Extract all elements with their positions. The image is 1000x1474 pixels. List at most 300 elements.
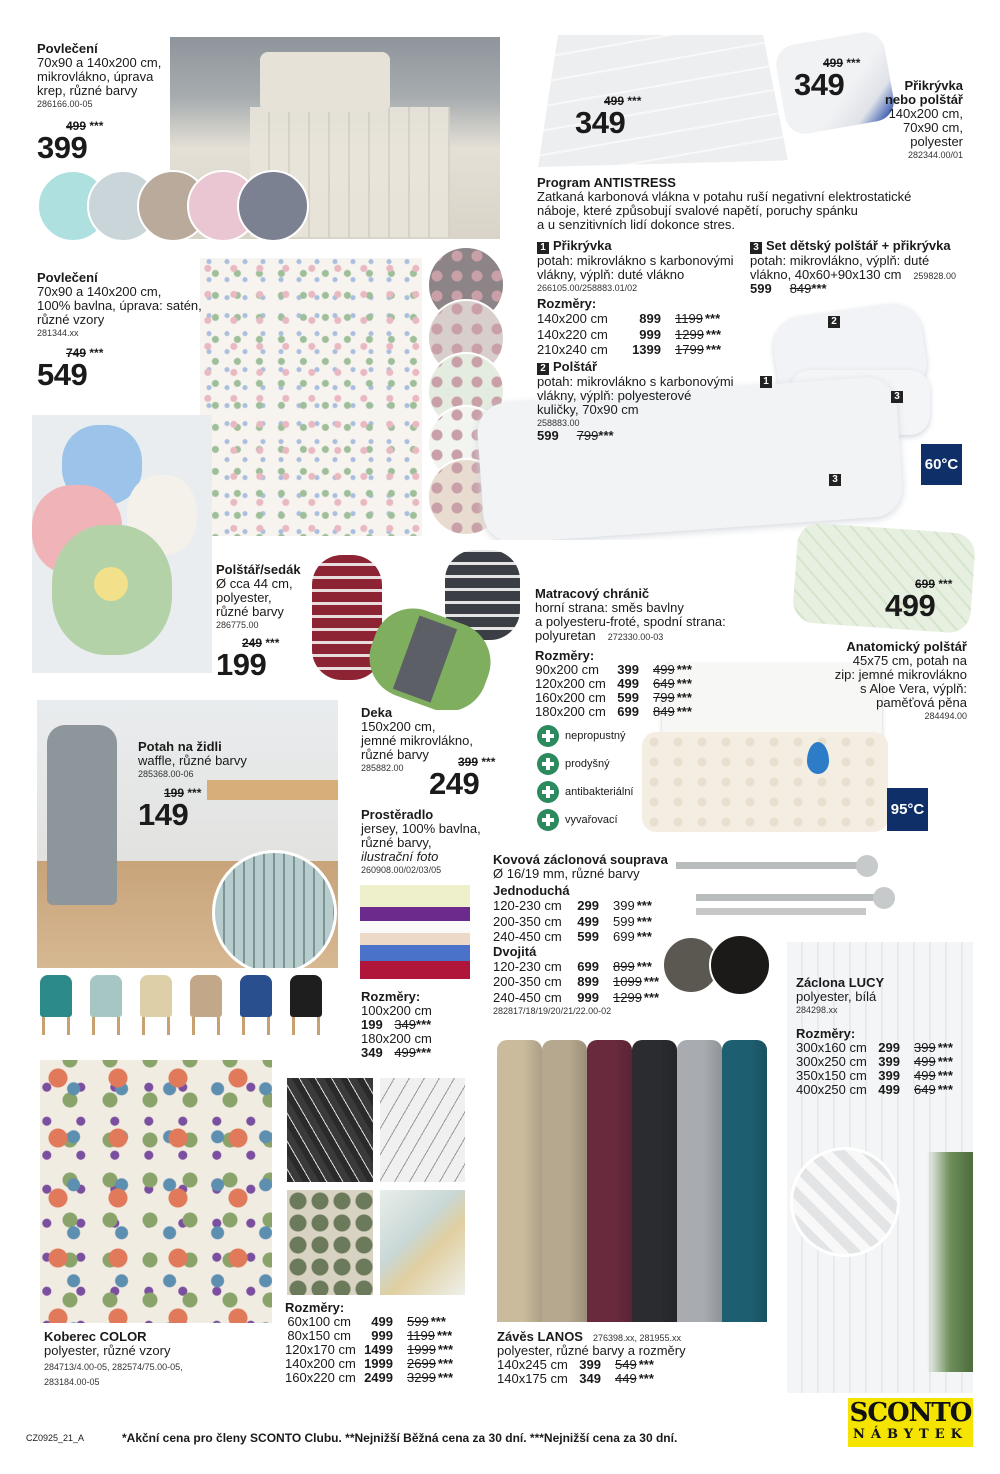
size: 120-230 cm <box>493 898 562 913</box>
dims-label: Rozměry: <box>796 1026 856 1041</box>
price: 699 <box>617 704 639 719</box>
chair-legs <box>292 1017 320 1035</box>
feature-item <box>537 806 634 834</box>
size: 140x175 cm <box>497 1371 568 1386</box>
product-povleceni-krep <box>37 42 161 110</box>
size: 160x220 cm <box>285 1370 356 1385</box>
old-price: 499 *** <box>604 94 642 108</box>
stars: *** <box>643 974 660 989</box>
item-tag: 1 <box>760 376 772 388</box>
size: 120x170 cm <box>285 1342 356 1357</box>
product-desc: polyester <box>910 134 963 149</box>
old-price: 499 <box>914 1068 936 1083</box>
size: 240-450 cm <box>493 929 562 944</box>
price: 499 <box>885 588 936 623</box>
size: 350x150 cm <box>796 1068 867 1083</box>
product-povleceni-saten <box>37 271 202 339</box>
koberec-sizes <box>285 1301 453 1385</box>
product-desc: 70x90 a 140x200 cm, <box>37 284 162 299</box>
price: 899 <box>639 311 661 326</box>
variant-label: Dvojitá <box>493 943 537 959</box>
floral-rug-photo <box>40 1060 272 1323</box>
price: 199 <box>216 647 267 682</box>
size: 100x200 cm <box>361 1003 432 1018</box>
wash-temp-badge: 60°C <box>921 444 962 485</box>
table-row <box>497 1372 686 1386</box>
chair-legs <box>42 1017 70 1035</box>
stars: *** <box>416 1017 432 1032</box>
table-row <box>493 929 668 945</box>
product-desc: potah: mikrovlákno s karbonovými <box>537 374 734 389</box>
price: 149 <box>138 797 189 832</box>
stars: *** <box>437 1342 454 1357</box>
price: 349 <box>361 1045 383 1060</box>
blanket-rolls-photo <box>310 550 525 710</box>
product-prosteradlo <box>361 808 481 876</box>
stars: *** <box>937 1082 953 1097</box>
size: 400x250 cm <box>796 1082 867 1097</box>
product-title: Přikrývka <box>904 78 963 93</box>
size-price-table <box>493 898 668 945</box>
old-price: 399 <box>613 898 635 913</box>
plus-icon <box>537 753 559 775</box>
product-desc: jersey, 100% bavlna, <box>361 821 481 836</box>
size: 210x240 cm <box>537 342 608 357</box>
stars: *** <box>705 342 722 357</box>
price: 999 <box>639 326 661 342</box>
feature-list <box>537 722 634 834</box>
old-price: 699 *** <box>915 577 953 591</box>
price: 299 <box>878 1040 900 1055</box>
price: 399 <box>579 1357 601 1372</box>
sconto-logo[interactable] <box>848 1398 973 1447</box>
stars: *** <box>937 1040 953 1055</box>
price: 999 <box>577 989 599 1005</box>
product-desc: vlákny, výplň: polyesterové <box>537 388 692 403</box>
dims-label: Rozměry: <box>537 296 597 311</box>
product-desc: krep, různé barvy <box>37 83 138 98</box>
product-desc: polyester, bílá <box>796 989 877 1004</box>
table-row <box>285 1357 453 1371</box>
stars: *** <box>437 1356 454 1371</box>
product-title: Potah na židli <box>138 739 222 754</box>
old-price: 749 *** <box>66 346 104 360</box>
product-desc: horní strana: směs bavlny <box>535 600 684 615</box>
curtain-panel <box>677 1040 722 1322</box>
product-code: 285368.00-06 <box>138 769 194 779</box>
old-price: 1999 <box>407 1342 436 1357</box>
stars: *** <box>937 1068 953 1083</box>
product-code: 281344.xx <box>37 328 79 338</box>
stars: *** <box>811 281 827 296</box>
price: 549 <box>37 357 88 392</box>
table-row <box>493 990 668 1006</box>
size: 300x160 cm <box>796 1040 867 1055</box>
feature-label: vyvařovací <box>565 814 618 826</box>
stars: *** <box>636 929 652 944</box>
item-number: 3 <box>750 242 762 254</box>
product-desc: Ø cca 44 cm, <box>216 576 293 591</box>
price: 499 <box>577 913 599 929</box>
table-row <box>796 1041 953 1055</box>
product-desc: 45x75 cm, potah na <box>852 653 967 668</box>
product-title: Matracový chránič <box>535 586 650 601</box>
size: 140x200 cm <box>537 311 608 326</box>
table-row <box>535 677 726 691</box>
table-row <box>285 1371 453 1385</box>
product-code: 285882.00 <box>361 763 404 773</box>
product-code: 286775.00 <box>216 620 259 630</box>
item-tag: 3 <box>891 391 903 403</box>
product-desc: vlákny, výplň: duté vlákno <box>537 267 685 282</box>
chair-legs <box>92 1017 120 1035</box>
table-row <box>537 311 734 327</box>
floral-bedding-photo <box>200 258 422 536</box>
product-matracovy-chranic <box>535 587 726 719</box>
price: 399 <box>878 1068 900 1083</box>
old-price: 799 <box>576 428 599 443</box>
old-price: 649 <box>653 676 675 691</box>
table-row <box>493 959 668 975</box>
price: 599 <box>617 690 639 705</box>
feature-label: antibakteriální <box>565 786 634 798</box>
flower-pillow-photo <box>32 415 212 673</box>
chair-variant <box>140 975 172 1017</box>
size: 200-350 cm <box>493 913 562 929</box>
size-price-table <box>497 1358 686 1386</box>
price-footnote: *Akční cena pro členy SCONTO Clubu. **Nejnižší Běžná cena za 30 dní. ***Nejnižší cena za 30 dní. <box>122 1431 678 1445</box>
product-zaclonova-souprava <box>493 853 668 1017</box>
price: 1499 <box>364 1342 393 1357</box>
product-desc: jemné mikrovlákno, <box>361 733 473 748</box>
stars: *** <box>676 704 692 719</box>
section-desc: Zatkaná karbonová vlákna v potahu ruší negativní elektrostatické <box>537 189 912 204</box>
product-title: Anatomický polštář <box>846 639 967 654</box>
product-code: 286166.00-05 <box>37 99 93 109</box>
old-price: 499 *** <box>66 119 104 133</box>
old-price: 1299 <box>613 989 642 1005</box>
table-row <box>497 1358 686 1372</box>
product-desc: mikrovlákno, úprava <box>37 69 154 84</box>
product-code: 282344.00/01 <box>907 150 963 160</box>
product-desc: kuličky, 70x90 cm <box>537 402 639 417</box>
antistress-polstar <box>537 360 734 443</box>
size: 90x200 cm <box>535 662 599 677</box>
feature-item <box>537 722 634 750</box>
product-code: 282817/18/19/20/21/22.00-02 <box>493 1006 612 1016</box>
price: 299 <box>577 898 599 913</box>
size: 140x220 cm <box>537 326 608 342</box>
stars: *** <box>430 1314 446 1329</box>
product-desc: zip: jemné mikrovlákno <box>834 667 967 682</box>
section-desc: náboje, které způsobují svalové napětí, poruchy spánku <box>537 203 858 218</box>
price: 499 <box>617 676 639 691</box>
product-title: Deka <box>361 705 393 720</box>
product-desc: různé barvy <box>361 747 429 762</box>
chair-variant <box>190 975 222 1017</box>
stars: *** <box>638 1357 654 1372</box>
product-desc: různé barvy, <box>361 835 432 850</box>
feature-label: prodyšný <box>565 758 610 770</box>
product-note: ilustrační foto <box>361 849 439 864</box>
item-tag: 3 <box>829 474 841 486</box>
size: 240-450 cm <box>493 989 562 1005</box>
dims-label: Rozměry: <box>285 1300 345 1315</box>
table-row <box>535 705 726 719</box>
rug-variant-white-marble <box>380 1078 465 1182</box>
table-row <box>796 1069 953 1083</box>
curtain-panel <box>587 1040 632 1322</box>
stars: *** <box>416 1045 432 1060</box>
table-row <box>285 1329 453 1343</box>
curtain-panel <box>632 1040 677 1322</box>
chair-legs <box>192 1017 220 1035</box>
price: 1399 <box>632 342 661 357</box>
sheets-stack-photo <box>360 885 470 985</box>
antistress-set <box>750 239 956 296</box>
plus-icon <box>537 725 559 747</box>
product-title: Polštář/sedák <box>216 562 301 577</box>
product-koberec-color <box>44 1330 183 1390</box>
price: 499 <box>371 1314 393 1329</box>
curtain-panel <box>542 1040 587 1322</box>
stars: *** <box>937 1054 953 1069</box>
size: 140x200 cm <box>285 1356 356 1371</box>
size: 180x200 cm <box>361 1031 432 1046</box>
product-desc: Ø 16/19 mm, různé barvy <box>493 866 640 881</box>
item-tag: 2 <box>828 316 840 328</box>
price: 2499 <box>364 1370 393 1385</box>
product-title: Záclona LUCY <box>796 975 885 990</box>
table-row <box>535 691 726 705</box>
old-price: 499 <box>394 1045 417 1060</box>
size: 300x250 cm <box>796 1054 867 1069</box>
old-price: 3299 <box>407 1370 436 1385</box>
section-desc: a u senzitivních lidí dokonce stres. <box>537 217 735 232</box>
old-price: 549 <box>615 1357 637 1372</box>
product-desc: polyester, <box>216 590 272 605</box>
feature-item <box>537 750 634 778</box>
section-title: Program ANTISTRESS <box>537 175 676 190</box>
rug-variant-leaves <box>287 1190 373 1295</box>
chair-variant <box>90 975 122 1017</box>
size: 140x245 cm <box>497 1357 568 1372</box>
price: 399 <box>37 130 88 165</box>
rug-variant-black-marble <box>287 1078 373 1182</box>
table-row <box>796 1055 953 1069</box>
variant-label: Jednoduchá <box>493 883 570 898</box>
size-price-table <box>285 1315 453 1385</box>
product-title: Přikrývka <box>553 238 612 253</box>
size: 80x150 cm <box>287 1328 351 1343</box>
product-anatomicky-polstar <box>835 640 967 722</box>
old-price: 1299 <box>675 326 704 342</box>
product-title: Set dětský polštář + přikrývka <box>766 238 951 253</box>
product-code: 260908.00/02/03/05 <box>361 865 442 875</box>
logo-text: SCONTO <box>849 1398 972 1428</box>
product-desc: potah: mikrovlákno s karbonovými <box>537 253 734 268</box>
product-title: Prostěradlo <box>361 807 434 822</box>
product-title: Závěs LANOS <box>497 1329 583 1344</box>
rug-variant-gold-marble <box>380 1190 465 1295</box>
table-row <box>537 342 734 358</box>
stars: *** <box>705 326 722 342</box>
old-price: 599 <box>613 913 635 929</box>
price: 399 <box>878 1054 900 1069</box>
price: 199 <box>361 1017 383 1032</box>
old-price: 899 <box>613 958 635 974</box>
old-price: 449 <box>615 1371 637 1386</box>
size: 120x200 cm <box>535 676 606 691</box>
product-title: Polštář <box>553 359 598 374</box>
product-title: nebo polštář <box>884 92 963 107</box>
size: 200-350 cm <box>493 974 562 989</box>
stars: *** <box>638 1371 654 1386</box>
table-row <box>796 1083 953 1097</box>
price: 599 <box>577 929 599 944</box>
stars: *** <box>436 1328 453 1343</box>
product-code: 259828.00 <box>913 271 956 281</box>
logo-subtext: NÁBYTEK <box>853 1427 968 1442</box>
old-price: 599 <box>407 1314 429 1329</box>
product-code: 276398.xx, 281955.xx <box>592 1333 682 1343</box>
old-price: 849 <box>789 281 812 296</box>
old-price: 399 <box>914 1040 936 1055</box>
color-swatch <box>237 170 309 242</box>
product-desc: polyuretan <box>535 628 596 643</box>
stars: *** <box>676 690 692 705</box>
chair-legs <box>142 1017 170 1035</box>
plus-icon <box>537 781 559 803</box>
curtain-panel <box>497 1040 542 1322</box>
price: 899 <box>577 974 599 989</box>
old-price: 849 <box>653 704 675 719</box>
price: 599 <box>750 281 772 296</box>
product-desc: různé barvy <box>216 604 284 619</box>
stars: *** <box>704 311 721 326</box>
product-desc: polyester, různé barvy a rozměry <box>497 1343 686 1358</box>
old-price: 249 *** <box>242 636 280 650</box>
duvet-photo <box>538 35 788 167</box>
size: 160x200 cm <box>535 690 606 705</box>
old-price: 499 <box>914 1054 936 1069</box>
item-number: 1 <box>537 242 549 254</box>
old-price: 1099 <box>613 974 642 989</box>
chair-variant <box>240 975 272 1017</box>
product-desc: 140x200 cm, <box>888 106 963 121</box>
product-deka <box>361 706 473 774</box>
old-price: 699 <box>613 929 635 944</box>
product-code: 284494.00 <box>924 711 967 721</box>
product-zaves-lanos <box>497 1330 686 1386</box>
stars: *** <box>676 662 692 677</box>
curtain-rod-photo <box>676 852 911 932</box>
size-price-table <box>537 311 734 358</box>
product-code: 272330.00-03 <box>607 632 664 642</box>
dims-label: Rozměry: <box>535 648 595 663</box>
price: 249 <box>429 766 480 801</box>
wash-temp-badge: 95°C <box>887 788 928 831</box>
price: 1999 <box>364 1356 393 1371</box>
table-row <box>285 1315 453 1329</box>
chair-variant <box>40 975 72 1017</box>
size: 60x100 cm <box>287 1314 351 1329</box>
stars: *** <box>437 1370 454 1385</box>
chair-legs <box>242 1017 270 1035</box>
table-row <box>537 327 734 343</box>
size: 120-230 cm <box>493 958 562 974</box>
dims-label: Rozměry: <box>361 989 421 1004</box>
product-desc: waffle, různé barvy <box>138 753 247 768</box>
product-desc: 150x200 cm, <box>361 719 436 734</box>
price: 599 <box>537 428 559 443</box>
price: 699 <box>577 958 599 974</box>
product-desc: 70x90 cm, <box>903 120 963 135</box>
product-desc: potah: mikrovlákno, výplň: duté <box>750 253 930 268</box>
product-desc: 70x90 a 140x200 cm, <box>37 55 162 70</box>
product-zaclona-lucy <box>796 976 953 1097</box>
price: 399 <box>617 662 639 677</box>
plus-icon <box>537 809 559 831</box>
product-desc: 100% bavlna, úprava: satén, <box>37 298 202 313</box>
antistress-prikryvka <box>537 239 734 358</box>
table-row <box>285 1343 453 1357</box>
old-price: 799 <box>653 690 675 705</box>
prosteradlo-sizes <box>361 990 432 1060</box>
product-title: Povlečení <box>37 270 98 285</box>
product-code: 283184.00-05 <box>44 1377 100 1387</box>
table-row <box>493 898 668 914</box>
product-title: Povlečení <box>37 41 98 56</box>
stars: *** <box>636 913 652 929</box>
chair-variant <box>290 975 322 1017</box>
old-price: 1199 <box>407 1328 435 1343</box>
table-row <box>535 663 726 677</box>
feature-label: nepropustný <box>565 730 626 742</box>
antistress-intro <box>537 176 911 232</box>
product-polstar-sedak <box>216 563 301 631</box>
product-desc: polyester, různé vzory <box>44 1343 171 1358</box>
price: 499 <box>878 1082 900 1097</box>
product-desc: vlákno, 40x60+90x130 cm <box>750 267 902 282</box>
old-price: 349 <box>394 1017 417 1032</box>
old-price: 1799 <box>675 342 704 357</box>
size-price-table <box>796 1041 953 1097</box>
product-desc: paměťová pěna <box>876 695 967 710</box>
feature-item <box>537 778 634 806</box>
old-price: 2699 <box>407 1356 436 1371</box>
product-code: 266105.00/258883.01/02 <box>537 283 638 293</box>
size-price-table <box>493 959 668 1006</box>
product-title: Koberec COLOR <box>44 1329 147 1344</box>
stars: *** <box>636 958 652 974</box>
product-desc: a polyesteru-froté, spodní strana: <box>535 614 726 629</box>
stars: *** <box>676 676 692 691</box>
old-price: 649 <box>914 1082 936 1097</box>
product-desc: různé vzory <box>37 312 105 327</box>
stars: *** <box>636 898 652 913</box>
product-code: 258883.00 <box>537 418 580 428</box>
table-row <box>493 914 668 930</box>
product-potah-na-zidli <box>138 740 247 780</box>
price: 349 <box>575 105 626 140</box>
item-number: 2 <box>537 363 549 375</box>
product-title: Kovová záclonová souprava <box>493 852 668 867</box>
table-row <box>493 974 668 990</box>
old-price: 399 *** <box>458 755 496 769</box>
product-code: 284298.xx <box>796 1005 838 1015</box>
color-swatch <box>709 934 771 996</box>
